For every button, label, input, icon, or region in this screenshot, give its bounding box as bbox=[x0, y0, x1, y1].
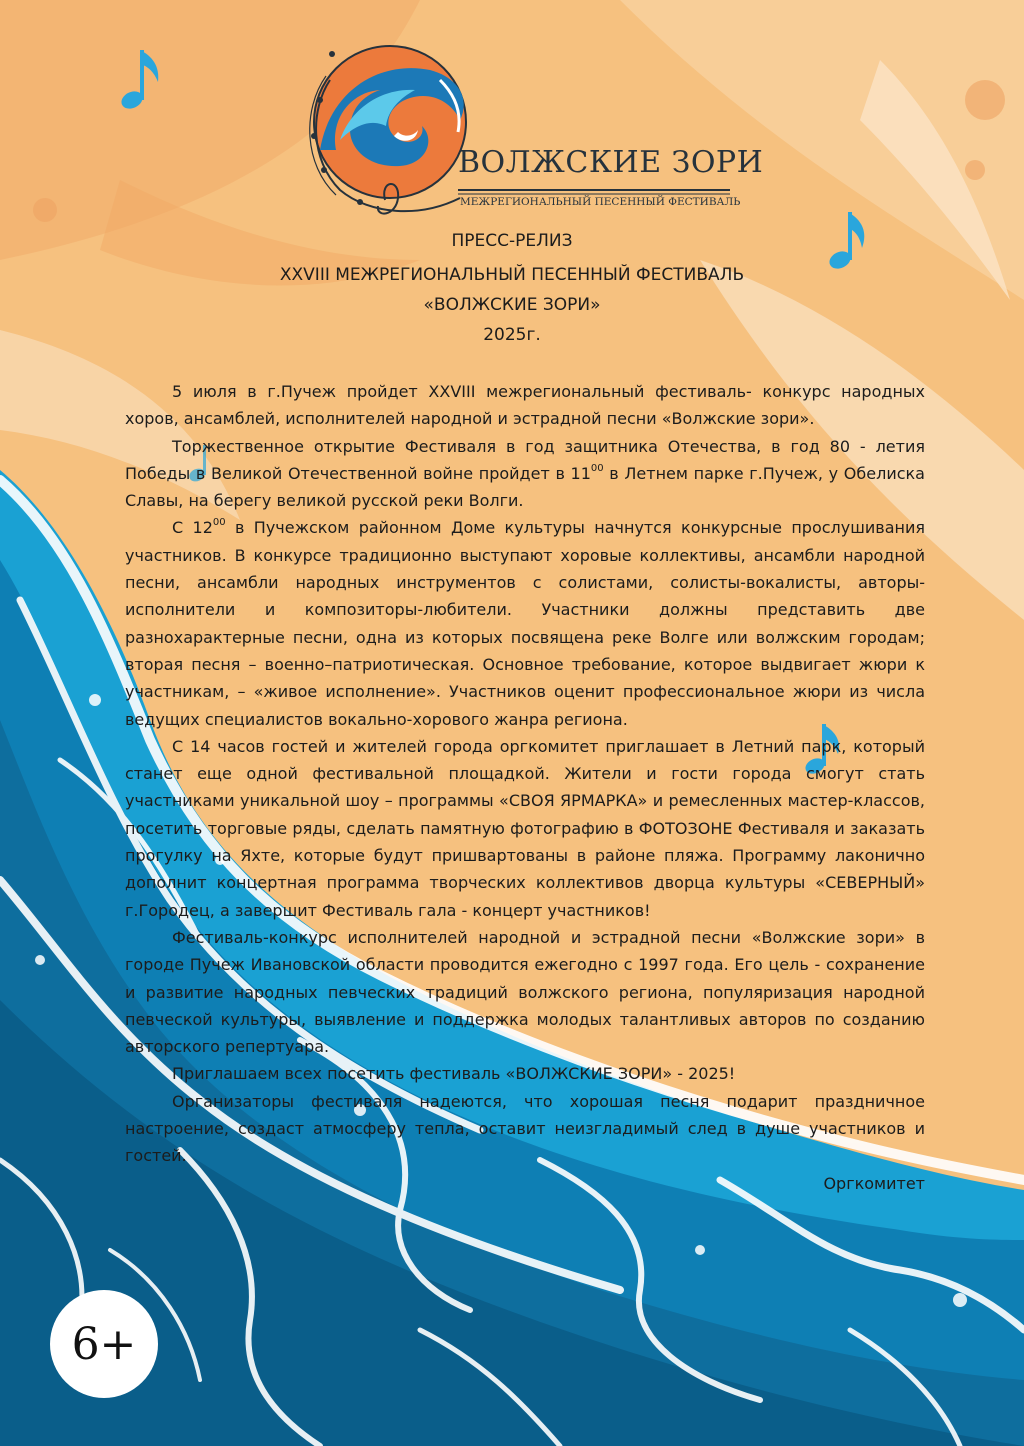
paragraph-competition: С $12^{00}$ в Пучежском районном Доме культуры начнутся конкурсные прослушивания участников. В конкурсе традиционно выступают хоровые коллективы, ансамбли народной песни, ансамбли народных инструментов с солистами, солисты-вокалисты, авторы-исполнители и композиторы-любители. Участники должны представить две разнохарактерные песни, одна из которых посвящена реке Волге или волжским городам; вторая песня – военно–патриотическая. Основное требование, которое выдвигает жюри к участникам, – «живое исполнение». Участников оценит профессиональное жюри из числа ведущих специалистов вокально-хорового жанра региона. bbox=[125, 517, 925, 729]
festival-logo-title: ВОЛЖСКИЕ ЗОРИ bbox=[458, 145, 764, 180]
paragraph-date: 5 июля в г.Пучеж пройдет XXVIII межрегиональный фестиваль- конкурс народных хоров, ансамблей, исполнителей народной и эстрадной песни «Волжские зори». bbox=[125, 382, 925, 429]
year-line: 2025г. bbox=[483, 325, 541, 345]
paragraph-closing: Организаторы фестиваля надеются, что хорошая песня подарит праздничное настроение, создаст атмосферу тепла, оставит неизгладимый след в душе участников и гостей. bbox=[125, 1091, 925, 1166]
paragraph-invitation: Приглашаем всех посетить фестиваль «ВОЛЖСКИЕ ЗОРИ» - 2025! bbox=[172, 1064, 736, 1084]
festival-logo-subtitle: МЕЖРЕГИОНАЛЬНЫЙ ПЕСЕННЫЙ ФЕСТИВАЛЬ bbox=[460, 196, 741, 208]
press-release-body bbox=[125, 378, 925, 1197]
paragraph-history: Фестиваль-конкурс исполнителей народной и эстрадной песни «Волжские зори» в городе Пучеж Ивановской области проводится ежегодно с 1997 года. Его цель - сохранение и развитие народных певческих традиций волжского региона, популяризация народной певческой культуры, выявление и поддержка молодых талантливых авторов по созданию авторского репертуара. bbox=[125, 927, 925, 1057]
wave-treble-clef-emblem-icon bbox=[290, 40, 750, 220]
festival-title-line: «ВОЛЖСКИЕ ЗОРИ» bbox=[423, 295, 601, 315]
festival-logo bbox=[290, 40, 750, 220]
press-release-heading: ПРЕСС-РЕЛИЗ bbox=[451, 231, 573, 251]
age-rating-badge: 6+ bbox=[50, 1290, 158, 1398]
paragraph-park-program: С 14 часов гостей и жителей города оргкомитет приглашает в Летний парк, который станет еще одной фестивальной площадкой. Жители и гости города смогут стать участниками уникальной шоу – программы «СВОЯ ЯРМАРКА» и ремесленных мастер-классов, посетить торговые ряды, сделать памятную фотографию в ФОТОЗОНЕ Фестиваля и заказать прогулку на Яхте, которые будут пришвартованы в районе пляжа. Программу лаконично дополнит концертная программа творческих коллективов дворца культуры «СЕВЕРНЫЙ» г.Городец, а завершит Фестиваль гала - концерт участников! bbox=[125, 736, 925, 920]
festival-name-line: XXVIII МЕЖРЕГИОНАЛЬНЫЙ ПЕСЕННЫЙ ФЕСТИВАЛЬ bbox=[279, 265, 745, 285]
signature: Оргкомитет bbox=[823, 1173, 925, 1193]
paragraph-opening: Торжественное открытие Фестиваля в год защитника Отечества, в год 80 - летия Победы в Великой Отечественной войне пройдет в $11^{00}$ в Летнем парке г.Пучеж, у Обелиска Славы, на берегу великой русской реки Волги. bbox=[125, 436, 925, 511]
